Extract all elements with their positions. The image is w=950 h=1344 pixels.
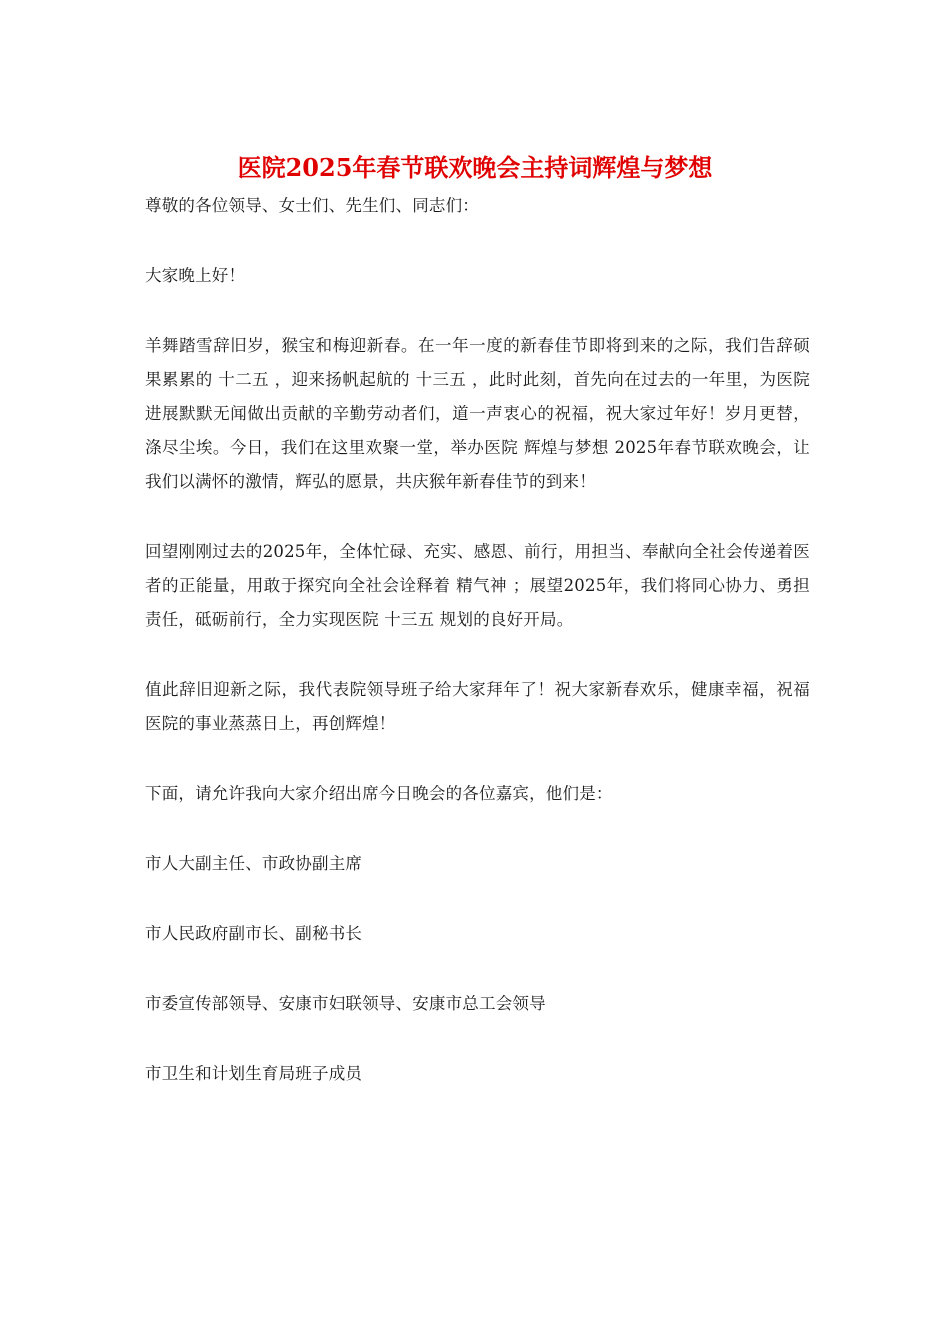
guest-list-item: 市人民政府副市长、副秘书长	[145, 924, 363, 943]
opening-paragraph: 羊舞踏雪辞旧岁，猴宝和梅迎新春。在一年一度的新春佳节即将到来的之际，我们告辞硕果累累的 十二五 ，迎来扬帆起航的 十三五 ，此时此刻，首先向在过去的一年里，为医院进展默默无闻做出贡献的辛勤劳动者们，道一声衷心的祝福，祝大家过年好！岁月更替，涤尽尘埃。今日，我们在这里欢聚一堂，举办医院 辉煌与梦想 2025年春节联欢晚会，让我们以满怀的激情，辉弘的愿景，共庆猴年新春佳节的到来！	[145, 336, 810, 491]
document-body	[145, 189, 810, 1127]
guest-list-item: 市卫生和计划生育局班子成员	[145, 1064, 363, 1083]
guest-list-item: 市委宣传部领导、安康市妇联领导、安康市总工会领导	[145, 994, 546, 1013]
guest-intro-paragraph: 下面，请允许我向大家介绍出席今日晚会的各位嘉宾，他们是：	[145, 784, 613, 803]
greeting-paragraph: 大家晚上好！	[145, 266, 246, 285]
review-paragraph: 回望刚刚过去的2025年，全体忙碌、充实、感恩、前行，用担当、奉献向全社会传递着医者的正能量，用敢于探究向全社会诠释着 精气神 ；展望2025年，我们将同心协力、勇担责任，砥砺前行，全力实现医院 十三五 规划的良好开局。	[145, 542, 810, 629]
guest-list-item: 市人大副主任、市政协副主席	[145, 854, 363, 873]
document-title: 医院2025年春节联欢晚会主持词辉煌与梦想	[237, 153, 713, 182]
blessing-paragraph: 值此辞旧迎新之际，我代表院领导班子给大家拜年了！祝大家新春欢乐，健康幸福，祝福医院的事业蒸蒸日上，再创辉煌！	[145, 680, 810, 733]
salutation-paragraph: 尊敬的各位领导、女士们、先生们、同志们：	[145, 196, 479, 215]
